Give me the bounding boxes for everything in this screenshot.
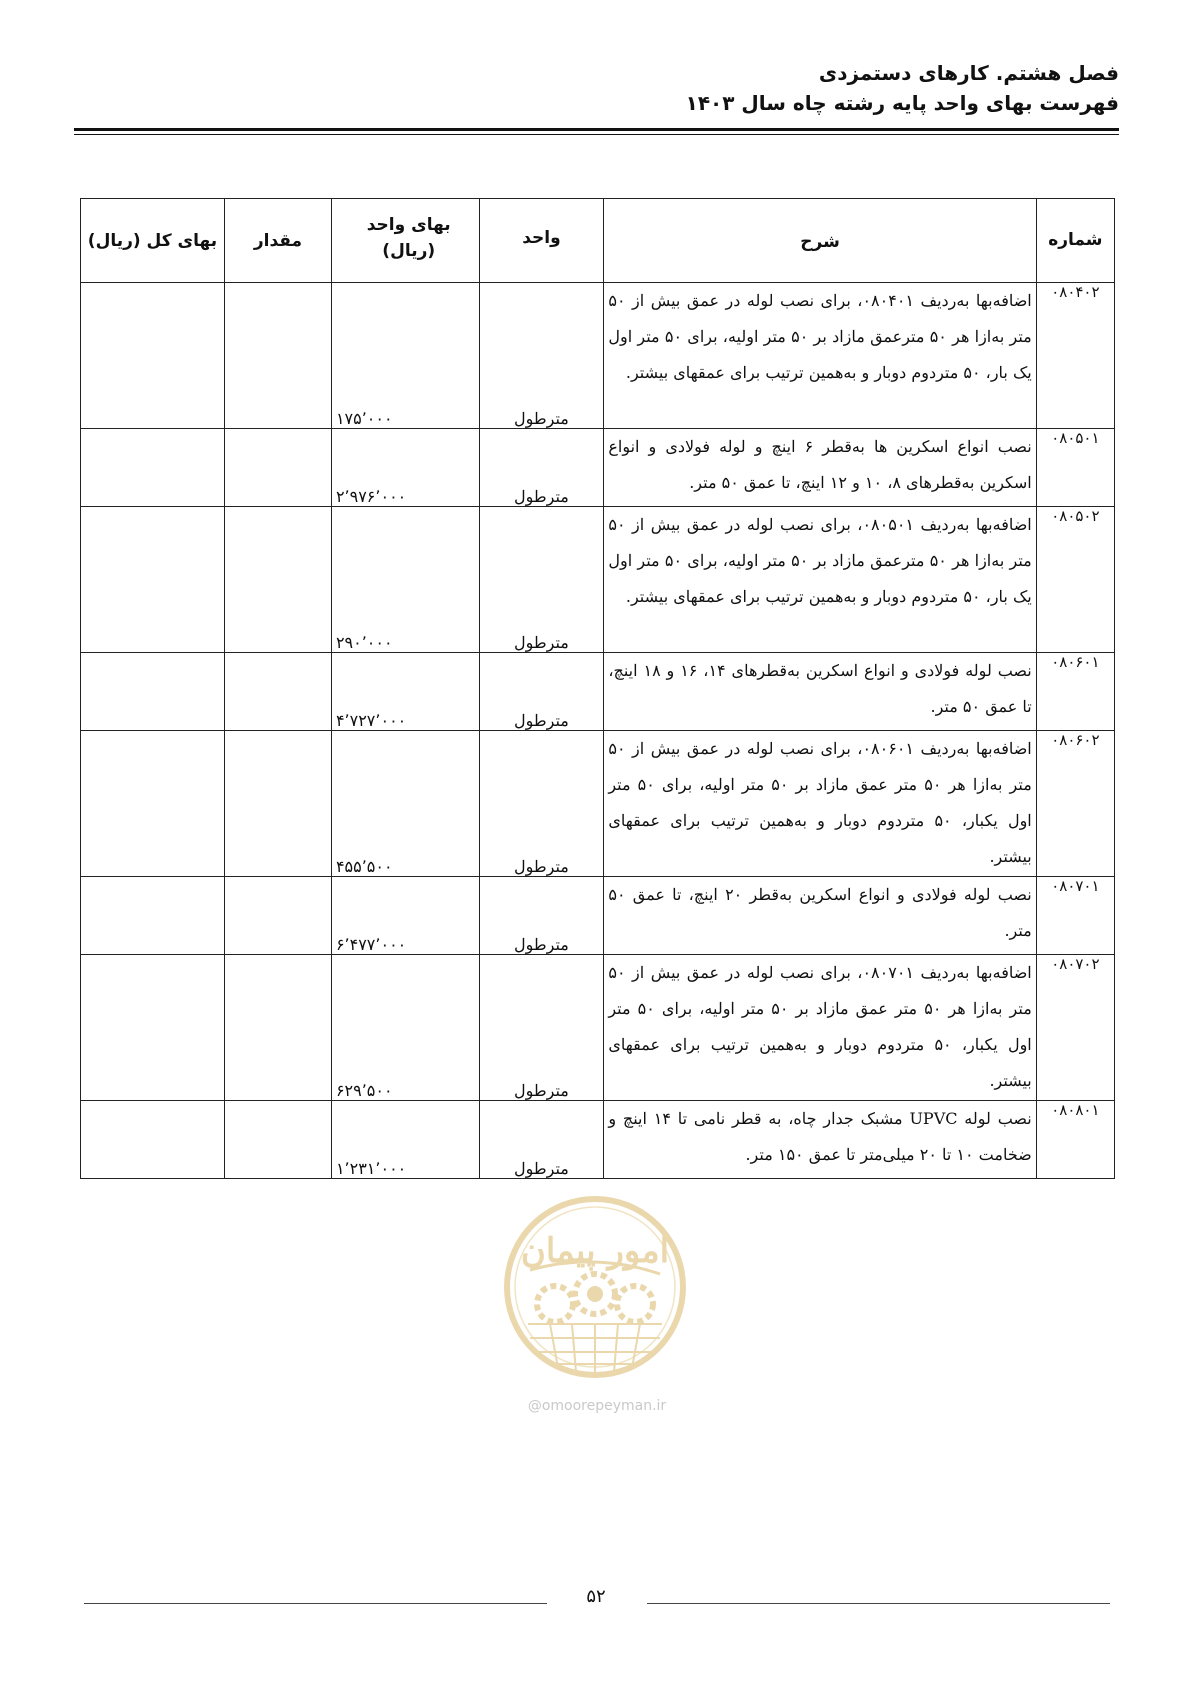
header-rule-thick xyxy=(74,128,1119,131)
row-unit: مترطول xyxy=(479,731,604,877)
table-row xyxy=(81,507,1115,653)
row-price: ۲٬۹۷۶٬۰۰۰ xyxy=(331,429,479,507)
row-unit: مترطول xyxy=(479,877,604,955)
row-desc: نصب انواع اسکرین ها به‌قطر ۶ اینچ و لوله فولادی و انواع اسکرین به‌قطرهای ۸، ۱۰ و ۱۲ اینچ، تا عمق ۵۰ متر. xyxy=(604,429,1036,507)
row-desc: اضافه‌بها به‌ردیف ۰۸۰۴۰۱، برای نصب لوله در عمق بیش از ۵۰ متر به‌ازا هر ۵۰ مترعمق مازاد بر ۵۰ متر اولیه، برای ۵۰ متر اول یک بار، ۵۰ متردوم دوبار و به‌همین ترتیب برای عمقهای بیشتر. xyxy=(604,283,1036,429)
header-total: بهای کل (ریال) xyxy=(81,199,225,283)
row-qty[interactable] xyxy=(224,1101,331,1179)
row-unit: مترطول xyxy=(479,653,604,731)
row-price: ۴۵۵٬۵۰۰ xyxy=(331,731,479,877)
header-unit: واحد xyxy=(479,199,604,283)
row-unit: مترطول xyxy=(479,955,604,1101)
row-price: ۱٬۲۳۱٬۰۰۰ xyxy=(331,1101,479,1179)
row-desc: نصب لوله فولادی و انواع اسکرین به‌قطر ۲۰ اینچ، تا عمق ۵۰ متر. xyxy=(604,877,1036,955)
header-desc: شرح xyxy=(604,199,1036,283)
header-code: شماره xyxy=(1036,199,1114,283)
row-qty[interactable] xyxy=(224,653,331,731)
row-code: ۰۸۰۶۰۱ xyxy=(1036,653,1114,731)
document-title: فهرست بهای واحد پایه رشته چاه سال ۱۴۰۳ xyxy=(685,91,1119,115)
header-rule-thin xyxy=(74,134,1119,135)
header-unit-price-currency: (ریال) xyxy=(382,241,436,261)
header-unit-price-label: بهای واحد xyxy=(366,215,451,235)
watermark-logo xyxy=(500,1192,690,1392)
row-code: ۰۸۰۷۰۲ xyxy=(1036,955,1114,1101)
row-unit: مترطول xyxy=(479,429,604,507)
row-code: ۰۸۰۷۰۱ xyxy=(1036,877,1114,955)
row-unit: مترطول xyxy=(479,1101,604,1179)
watermark-logo-text: امور پیمان xyxy=(520,1231,670,1271)
row-price: ۶٬۴۷۷٬۰۰۰ xyxy=(331,877,479,955)
row-price: ۲۹۰٬۰۰۰ xyxy=(331,507,479,653)
chapter-title: فصل هشتم. کارهای دستمزدی xyxy=(818,61,1119,85)
row-unit: مترطول xyxy=(479,507,604,653)
row-qty[interactable] xyxy=(224,283,331,429)
row-total xyxy=(81,653,225,731)
row-total xyxy=(81,731,225,877)
table-row xyxy=(81,283,1115,429)
footer-rule-left xyxy=(84,1603,547,1604)
row-price: ۴٬۷۲۷٬۰۰۰ xyxy=(331,653,479,731)
row-total xyxy=(81,429,225,507)
price-table xyxy=(80,198,1115,1179)
row-code: ۰۸۰۶۰۲ xyxy=(1036,731,1114,877)
table-header-row xyxy=(81,199,1115,283)
row-price: ۱۷۵٬۰۰۰ xyxy=(331,283,479,429)
omoorepeyman-logo-icon xyxy=(500,1192,690,1392)
row-code: ۰۸۰۴۰۲ xyxy=(1036,283,1114,429)
watermark-site: @omoorepeyman.ir xyxy=(527,1398,667,1414)
page-number: ۵۲ xyxy=(586,1586,606,1607)
row-total xyxy=(81,877,225,955)
table-row xyxy=(81,653,1115,731)
row-qty[interactable] xyxy=(224,955,331,1101)
row-desc: اضافه‌بها به‌ردیف ۰۸۰۶۰۱، برای نصب لوله در عمق بیش از ۵۰ متر به‌ازا هر ۵۰ متر عمق مازاد بر ۵۰ متر اولیه، برای ۵۰ متر اول یکبار، ۵۰ متردوم دوبار و به‌همین ترتیب برای عمقهای بیشتر. xyxy=(604,731,1036,877)
row-desc: اضافه‌بها به‌ردیف ۰۸۰۵۰۱، برای نصب لوله در عمق بیش از ۵۰ متر به‌ازا هر ۵۰ مترعمق مازاد بر ۵۰ متر اولیه، برای ۵۰ متر اول یک بار، ۵۰ متردوم دوبار و به‌همین ترتیب برای عمقهای بیشتر. xyxy=(604,507,1036,653)
row-desc: نصب لوله فولادی و انواع اسکرین به‌قطرهای ۱۴، ۱۶ و ۱۸ اینچ، تا عمق ۵۰ متر. xyxy=(604,653,1036,731)
row-qty[interactable] xyxy=(224,731,331,877)
row-total xyxy=(81,955,225,1101)
row-code: ۰۸۰۵۰۱ xyxy=(1036,429,1114,507)
row-qty[interactable] xyxy=(224,429,331,507)
table-row xyxy=(81,429,1115,507)
row-total xyxy=(81,283,225,429)
header-unit-price xyxy=(331,199,479,283)
header-qty: مقدار xyxy=(224,199,331,283)
row-total xyxy=(81,507,225,653)
row-code: ۰۸۰۵۰۲ xyxy=(1036,507,1114,653)
row-total xyxy=(81,1101,225,1179)
row-qty[interactable] xyxy=(224,877,331,955)
table-row xyxy=(81,955,1115,1101)
row-qty[interactable] xyxy=(224,507,331,653)
row-desc: نصب لوله UPVC مشبک جدار چاه، به قطر نامی تا ۱۴ اینچ و ضخامت ۱۰ تا ۲۰ میلی‌متر تا عمق ۱۵۰ متر. xyxy=(604,1101,1036,1179)
row-price: ۶۲۹٬۵۰۰ xyxy=(331,955,479,1101)
table-row xyxy=(81,731,1115,877)
table-row xyxy=(81,877,1115,955)
row-desc: اضافه‌بها به‌ردیف ۰۸۰۷۰۱، برای نصب لوله در عمق بیش از ۵۰ متر به‌ازا هر ۵۰ متر عمق مازاد بر ۵۰ متر اولیه، برای ۵۰ متر اول یکبار، ۵۰ متردوم دوبار و به‌همین ترتیب برای عمقهای بیشتر. xyxy=(604,955,1036,1101)
row-code: ۰۸۰۸۰۱ xyxy=(1036,1101,1114,1179)
footer-rule-right xyxy=(647,1603,1110,1604)
table-row xyxy=(81,1101,1115,1179)
page-header xyxy=(69,58,1119,118)
row-unit: مترطول xyxy=(479,283,604,429)
